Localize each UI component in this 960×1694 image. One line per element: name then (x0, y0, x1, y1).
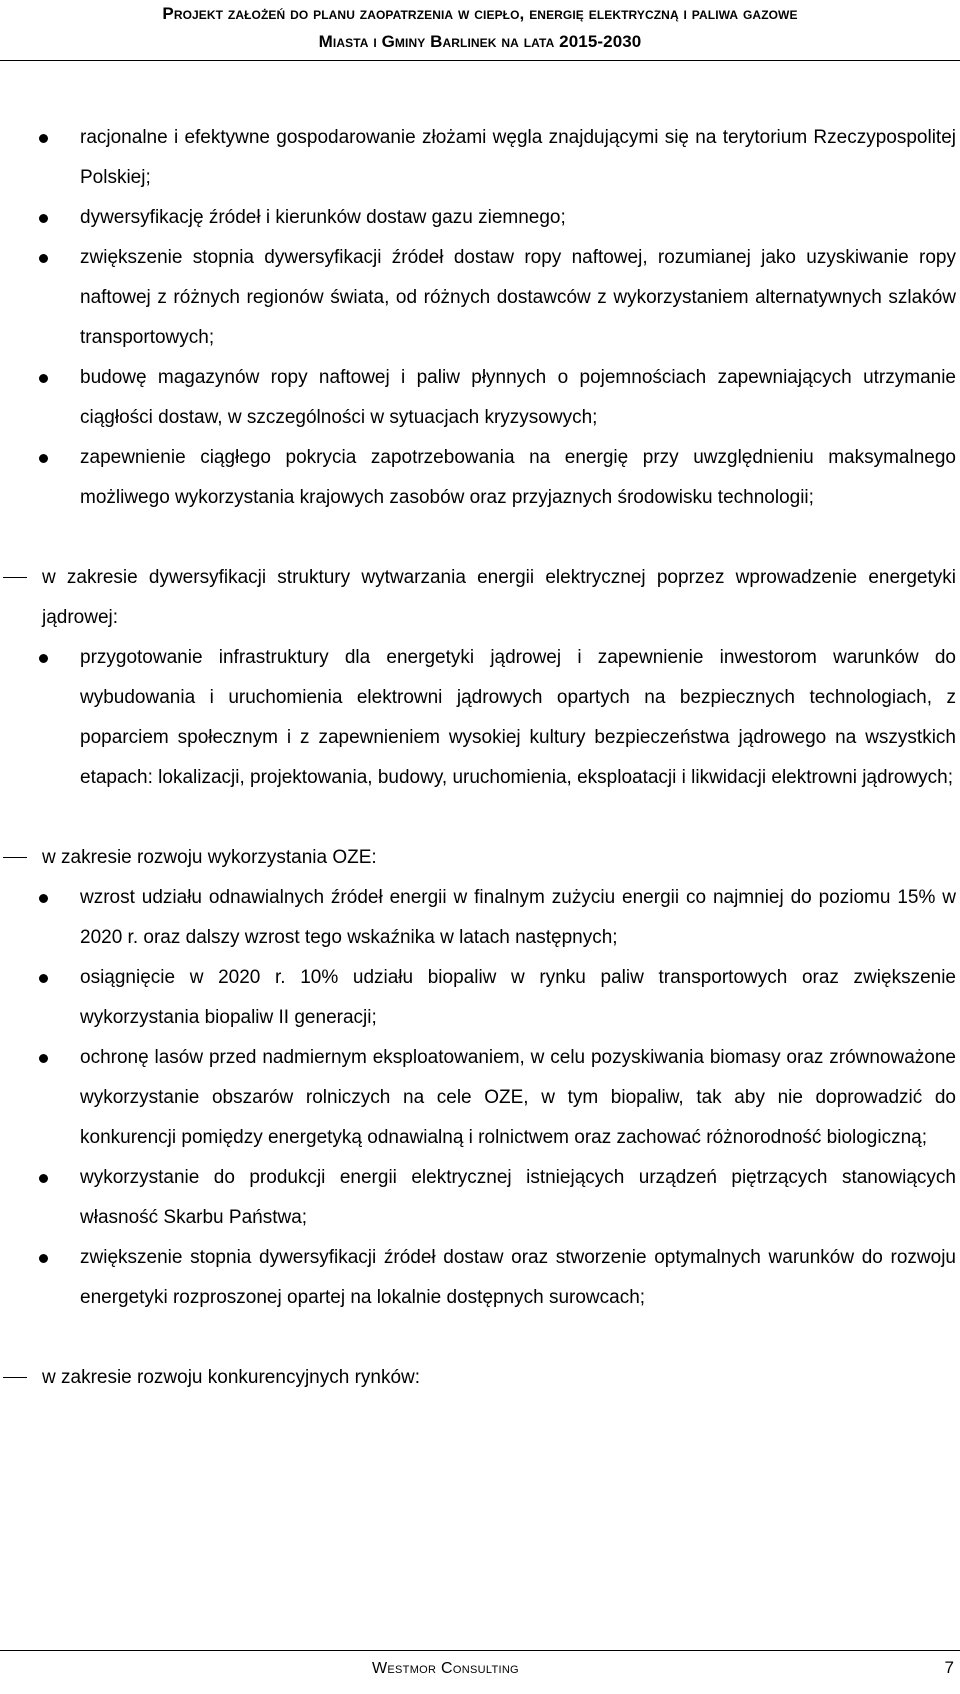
header-title-line-1: Projekt założeń do planu zaopatrzenia w ciepło, energię elektryczną i paliwa gazowe (162, 4, 798, 23)
item-text: przygotowanie infrastruktury dla energetyki jądrowej i zapewnienie inwestorom warunków do wybudowania i uruchomienia elektrowni jądrowych opartych na bezpiecznych technologiach, z poparciem społecznym i z zapewnieniem wysokiej kultury bezpieczeństwa jądrowego na wszystkich etapach: lokalizacji, projektowania, budowy, uruchomienia, eksploatacji i likwidacji elektrowni jądrowych; (80, 647, 956, 788)
item-text: zwiększenie stopnia dywersyfikacji źródeł dostaw ropy naftowej, rozumianej jako uzyskiwanie ropy naftowej z różnych regionów świata, od różnych dostawców z wykorzystaniem alternatywnych szlaków transportowych; (80, 247, 956, 348)
item-text: w zakresie rozwoju konkurencyjnych rynków: (42, 1367, 421, 1388)
item-text: wykorzystanie do produkcji energii elektrycznej istniejących urządzeń piętrzących stanowiących własność Skarbu Państwa; (80, 1167, 956, 1228)
dash-marker-icon (3, 857, 27, 858)
bullet-list-item (0, 878, 960, 958)
bullet-list-item (0, 1038, 960, 1158)
bullet-marker-icon (39, 1054, 48, 1063)
bullet-marker-icon (39, 374, 48, 383)
section-heading-item (0, 558, 960, 638)
dash-marker-icon (3, 577, 27, 578)
bullet-marker-icon (39, 454, 48, 463)
bullet-marker-icon (39, 134, 48, 143)
bullet-list-item (0, 438, 960, 518)
section-heading-item (0, 838, 960, 878)
bullet-list-item (0, 118, 960, 198)
bullet-marker-icon (39, 654, 48, 663)
item-text: dywersyfikację źródeł i kierunków dostaw gazu ziemnego; (80, 207, 566, 228)
page-header (0, 0, 960, 56)
section-heading-item (0, 1358, 960, 1398)
section-gap (0, 1318, 960, 1358)
bullet-marker-icon (39, 214, 48, 223)
section-gap (0, 798, 960, 838)
dash-marker-icon (3, 1377, 27, 1378)
bullet-list-item (0, 958, 960, 1038)
item-text: racjonalne i efektywne gospodarowanie złożami węgla znajdującymi się na terytorium Rzeczypospolitej Polskiej; (80, 127, 956, 188)
section-gap (0, 518, 960, 558)
header-divider (0, 60, 960, 61)
bullet-marker-icon (39, 1174, 48, 1183)
footer-company-name: Westmor Consulting (372, 1660, 519, 1677)
bullet-list-item (0, 198, 960, 238)
item-text: w zakresie dywersyfikacji struktury wytwarzania energii elektrycznej poprzez wprowadzenie energetyki jądrowej: (42, 567, 956, 628)
item-text: w zakresie rozwoju wykorzystania OZE: (42, 847, 377, 868)
bullet-marker-icon (39, 1254, 48, 1263)
item-text: zapewnienie ciągłego pokrycia zapotrzebowania na energię przy uwzględnieniu maksymalnego możliwego wykorzystania krajowych zasobów oraz przyjaznych środowisku technologii; (80, 447, 956, 508)
page-number: 7 (944, 1658, 954, 1677)
bullet-marker-icon (39, 974, 48, 983)
bullet-list-item (0, 1158, 960, 1238)
bullet-list-item (0, 638, 960, 798)
bullet-list-item (0, 358, 960, 438)
bullet-list-item (0, 1238, 960, 1318)
bullet-list-item (0, 238, 960, 358)
item-text: ochronę lasów przed nadmiernym eksploatowaniem, w celu pozyskiwania biomasy oraz zrównoważone wykorzystanie obszarów rolniczych na cele OZE, w tym biopaliw, tak aby nie doprowadzić do konkurencji pomiędzy energetyką odnawialną i rolnictwem oraz zachować różnorodność biologiczną; (80, 1047, 956, 1148)
header-title-line-2: Miasta i Gminy Barlinek na lata 2015-2030 (318, 32, 642, 51)
item-text: wzrost udziału odnawialnych źródeł energii w finalnym zużyciu energii co najmniej do poziomu 15% w 2020 r. oraz dalszy wzrost tego wskaźnika w latach następnych; (80, 887, 956, 948)
item-text: zwiększenie stopnia dywersyfikacji źródeł dostaw oraz stworzenie optymalnych warunków do rozwoju energetyki rozproszonej opartej na lokalnie dostępnych surowcach; (80, 1247, 956, 1308)
item-text: budowę magazynów ropy naftowej i paliw płynnych o pojemnościach zapewniających utrzymanie ciągłości dostaw, w szczególności w sytuacjach kryzysowych; (80, 367, 956, 428)
bullet-marker-icon (39, 894, 48, 903)
item-text: osiągnięcie w 2020 r. 10% udziału biopaliw w rynku paliw transportowych oraz zwiększenie wykorzystania biopaliw II generacji; (80, 967, 956, 1028)
footer-divider (0, 1650, 960, 1651)
bullet-marker-icon (39, 254, 48, 263)
document-body (0, 118, 960, 1398)
